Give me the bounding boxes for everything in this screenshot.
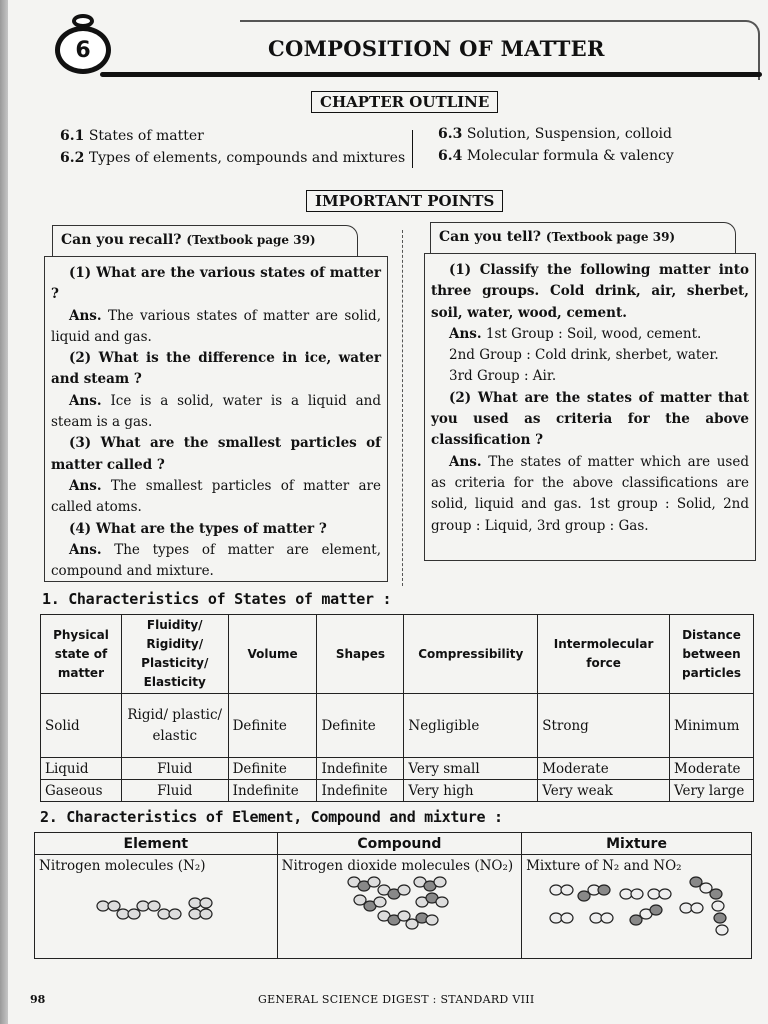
tell-answer-line: 3rd Group : Air.: [449, 368, 557, 385]
states-table: [40, 614, 754, 802]
outline-item: 6.3 Solution, Suspension, colloid: [438, 126, 672, 142]
mixture-caption: Mixture of N₂ and NO₂: [526, 858, 682, 874]
outline-right: [438, 123, 674, 167]
table-cell: Strong: [538, 694, 670, 758]
column-header: Intermolecular force: [538, 615, 670, 694]
element-caption: Nitrogen molecules (N₂): [39, 858, 206, 874]
table-cell: Very high: [404, 780, 538, 802]
element-cell: [35, 855, 278, 959]
recall-box: [44, 256, 388, 582]
column-divider: [402, 230, 408, 586]
table-cell: Fluid: [121, 758, 228, 780]
page-number: 98: [30, 993, 46, 1006]
recall-tab-ref: (Textbook page 39): [186, 233, 316, 247]
table-cell: Minimum: [670, 694, 754, 758]
table-cell: Definite: [317, 694, 404, 758]
table-row: [41, 694, 754, 758]
table-cell: Very weak: [538, 780, 670, 802]
outline-left: [60, 125, 405, 169]
table-row: [41, 780, 754, 802]
outline-divider: [412, 130, 413, 168]
table-header-row: [41, 615, 754, 694]
compound-cell: [277, 855, 521, 959]
column-header: Compound: [277, 833, 521, 855]
chapter-title: COMPOSITION OF MATTER: [268, 36, 605, 61]
nitrogen-molecules-illustration: [39, 884, 269, 934]
table-header-row: [35, 833, 752, 855]
table-cell: Definite: [228, 694, 317, 758]
table-cell: Fluid: [121, 780, 228, 802]
column-header: Fluidity/ Rigidity/ Plasticity/ Elasticity: [121, 615, 228, 694]
recall-answer: Ans. The various states of matter are solid, liquid and gas.: [51, 307, 381, 345]
table-row: [41, 758, 754, 780]
chapter-outline-heading: CHAPTER OUTLINE: [311, 91, 498, 113]
column-header: Distance between particles: [670, 615, 754, 694]
recall-answer: Ans. Ice is a solid, water is a liquid and steam is a gas.: [51, 392, 381, 431]
mixture-molecules-illustration: [526, 876, 746, 936]
tell-tab-label: Can you tell?: [439, 229, 542, 245]
outline-item: 6.1 States of matter: [60, 128, 204, 144]
header-rule: [100, 72, 762, 77]
table-cell: Very large: [670, 780, 754, 802]
recall-question: (1) What are the various states of matter ?: [51, 265, 381, 303]
recall-answer: Ans. The smallest particles of matter are called atoms.: [51, 477, 382, 516]
recall-question: (4) What are the types of matter ?: [69, 520, 327, 537]
column-header: Compressibility: [404, 615, 538, 694]
column-header: Shapes: [317, 615, 404, 694]
column-header: Mixture: [522, 833, 752, 855]
chapter-number-badge: 6: [55, 26, 111, 74]
nitrogen-dioxide-molecules-illustration: [282, 876, 512, 936]
tell-tab: [430, 222, 736, 254]
section-2-title: 2. Characteristics of Element, Compound and mixture :: [40, 808, 503, 826]
recall-question: (3) What are the smallest particles of matter called ?: [51, 435, 381, 473]
book-title-footer: GENERAL SCIENCE DIGEST : STANDARD VIII: [258, 993, 535, 1006]
column-header: Physical state of matter: [41, 615, 122, 694]
table-cell: Moderate: [670, 758, 754, 780]
table-cell: Indefinite: [317, 758, 404, 780]
table-cell: Rigid/ plastic/ elastic: [121, 694, 228, 758]
tell-answer-line: 2nd Group : Cold drink, sherbet, water.: [449, 347, 719, 364]
table-cell: Gaseous: [41, 780, 122, 802]
column-header: Volume: [228, 615, 317, 694]
recall-question: (2) What is the difference in ice, water and steam ?: [51, 350, 381, 388]
table-cell: Indefinite: [317, 780, 404, 802]
table-cell: Very small: [404, 758, 538, 780]
table-cell: Indefinite: [228, 780, 317, 802]
table-cell: Liquid: [41, 758, 122, 780]
mixture-cell: [522, 855, 752, 959]
matter-types-table: [34, 832, 752, 959]
table-cell: Negligible: [404, 694, 538, 758]
section-1-title: 1. Characteristics of States of matter :: [42, 590, 392, 608]
table-row: [35, 855, 752, 959]
recall-tab-label: Can you recall?: [61, 232, 182, 248]
outline-item: 6.2 Types of elements, compounds and mixtures: [60, 150, 406, 166]
compound-caption: Nitrogen dioxide molecules (NO₂): [281, 858, 514, 874]
tell-answer: Ans. The states of matter which are used as criteria for the above classifications are solid, liquid and gas. 1st group : Solid, 2nd group : Liquid, 3rd group : Gas.: [431, 453, 749, 534]
table-cell: Moderate: [538, 758, 670, 780]
column-header: Element: [35, 833, 278, 855]
table-cell: Definite: [228, 758, 317, 780]
outline-item: 6.4 Molecular formula & valency: [438, 148, 674, 164]
important-points-heading: IMPORTANT POINTS: [306, 190, 503, 212]
tell-box: [424, 253, 756, 561]
tell-question: (2) What are the states of matter that you used as criteria for the above classification ?: [431, 389, 749, 449]
recall-tab: [52, 225, 358, 257]
table-cell: Solid: [41, 694, 122, 758]
tell-question: (1) Classify the following matter into three groups. Cold drink, air, sherbet, soil, water, wood, cement.: [431, 262, 749, 321]
tell-tab-ref: (Textbook page 39): [545, 230, 676, 244]
tell-answer: Ans. 1st Group : Soil, wood, cement.: [449, 325, 702, 342]
recall-answer: Ans. The types of matter are element, compound and mixture.: [51, 541, 381, 580]
